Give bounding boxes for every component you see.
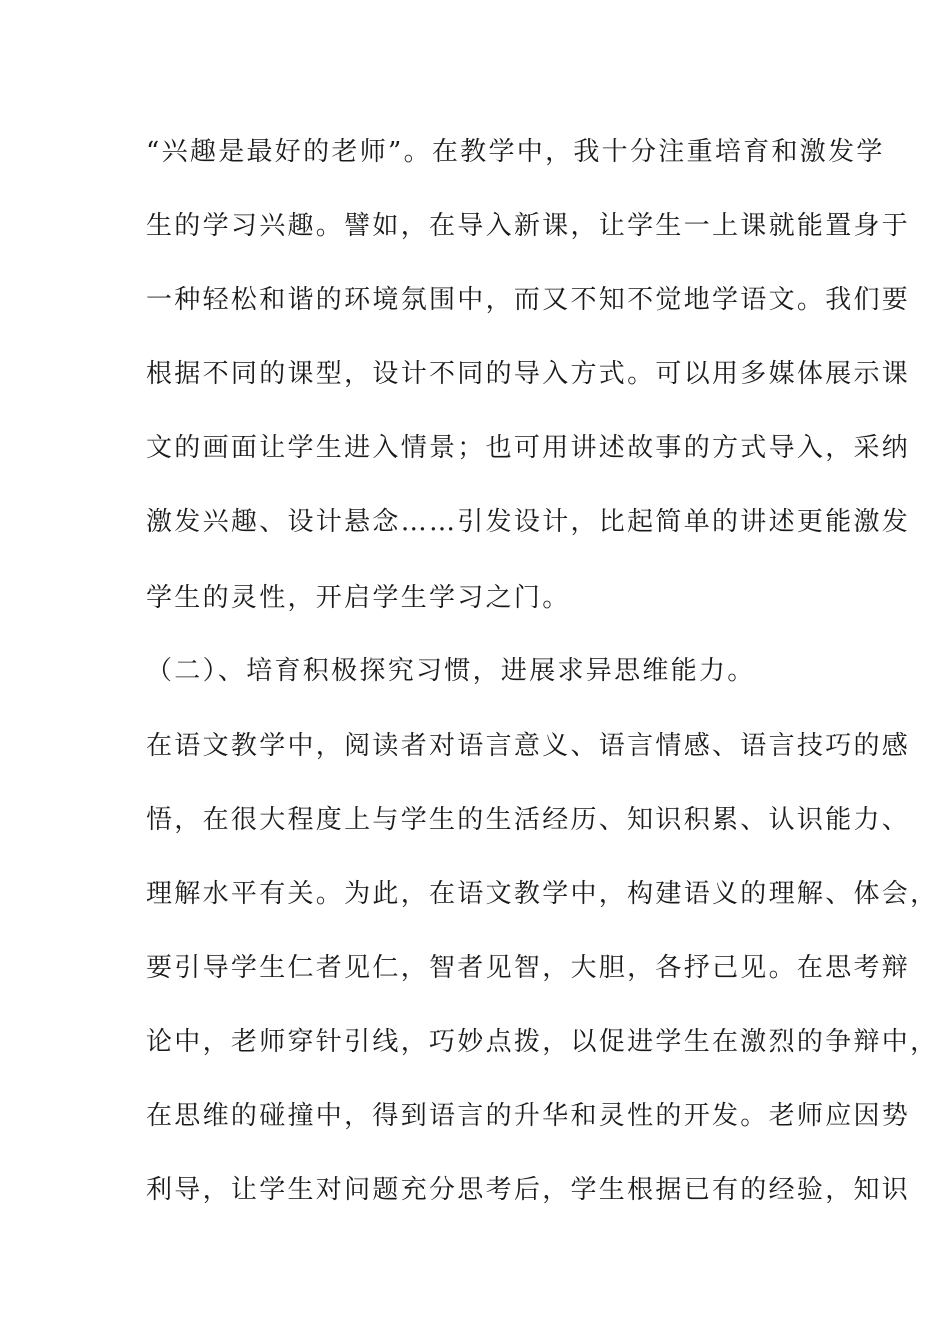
paragraph-line: 激发兴趣、设计悬念……引发设计，比起简单的讲述更能激发 [146,507,911,537]
paragraph-line: 理解水平有关。为此，在语文教学中，构建语义的理解、体会， [146,879,939,909]
paragraph-line: 悟，在很大程度上与学生的生活经历、知识积累、认识能力、 [146,805,911,835]
paragraph-line: 学生的灵性，开启学生学习之门。 [146,583,571,613]
section-heading: （二）、培育积极探究习惯，进展求异思维能力。 [146,656,756,686]
paragraph-line: 论中，老师穿针引线，巧妙点拨，以促进学生在激烈的争辩中， [146,1027,939,1057]
paragraph-line: 要引导学生仁者见仁，智者见智，大胆，各抒己见。在思考辩 [146,953,911,983]
paragraph-line: 利导，让学生对问题充分思考后，学生根据已有的经验，知识 [146,1175,911,1205]
paragraph-line: 根据不同的课型，设计不同的导入方式。可以用多媒体展示课 [146,359,911,389]
paragraph-line: “兴趣是最好的老师”。在教学中，我十分注重培育和激发学 [146,137,885,167]
paragraph-line: 生的学习兴趣。譬如，在导入新课，让学生一上课就能置身于 [146,211,911,241]
paragraph-line: 在语文教学中，阅读者对语言意义、语言情感、语言技巧的感 [146,731,911,761]
paragraph-line: 一种轻松和谐的环境氛围中，而又不知不觉地学语文。我们要 [146,285,911,315]
paragraph-line: 在思维的碰撞中，得到语言的升华和灵性的开发。老师应因势 [146,1101,911,1131]
paragraph-line: 文的画面让学生进入情景；也可用讲述故事的方式导入，采纳 [146,433,911,463]
